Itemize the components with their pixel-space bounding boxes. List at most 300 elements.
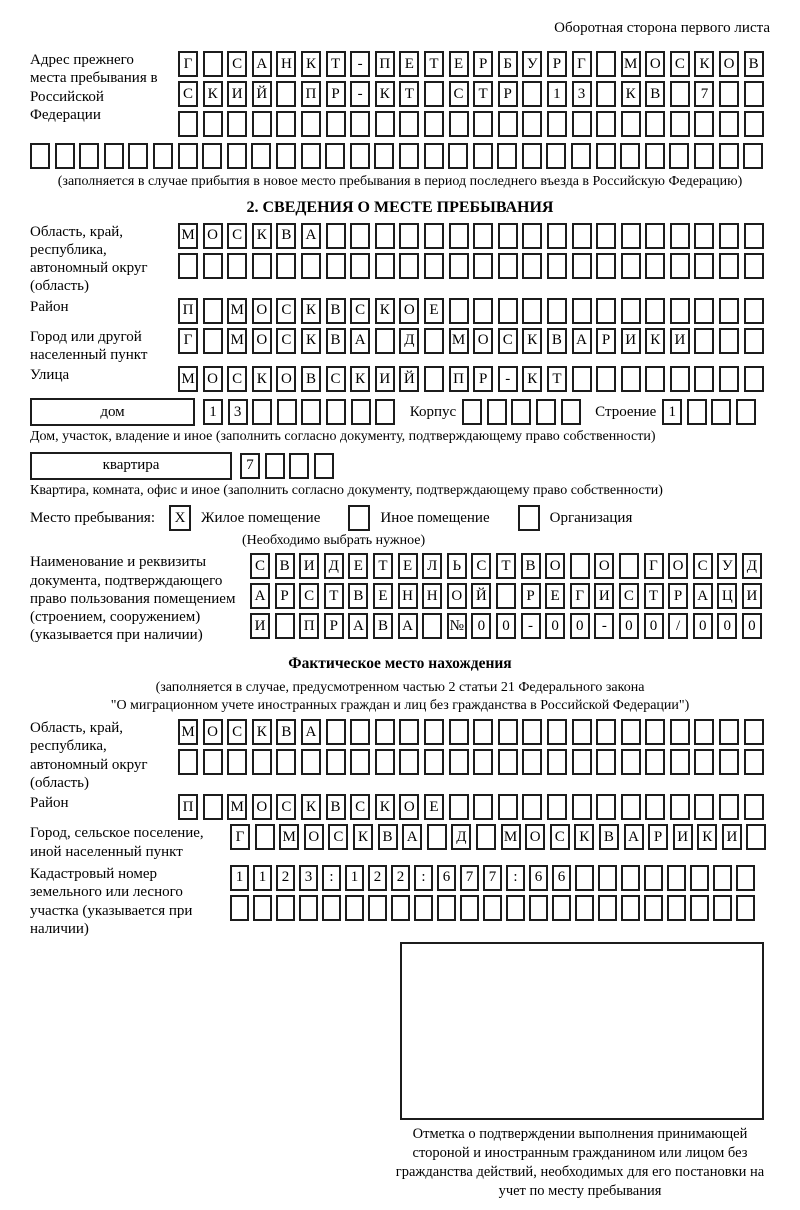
char-cell[interactable] <box>621 111 641 137</box>
char-cell[interactable]: С <box>670 51 690 77</box>
char-cell[interactable] <box>547 749 567 775</box>
char-cell[interactable] <box>596 143 616 169</box>
char-cell[interactable] <box>621 719 641 745</box>
char-cell[interactable]: А <box>301 223 321 249</box>
char-cell[interactable]: П <box>301 81 321 107</box>
char-cell[interactable]: Г <box>644 553 664 579</box>
char-cell[interactable] <box>473 749 493 775</box>
char-cell[interactable] <box>252 749 272 775</box>
char-cell[interactable]: / <box>668 613 688 639</box>
char-cell[interactable]: М <box>178 719 198 745</box>
char-cell[interactable] <box>645 749 665 775</box>
char-cell[interactable]: С <box>350 298 370 324</box>
char-cell[interactable] <box>276 253 296 279</box>
char-cell[interactable] <box>498 223 518 249</box>
char-cell[interactable] <box>598 865 617 891</box>
char-cell[interactable]: 3 <box>572 81 592 107</box>
char-cell[interactable] <box>572 719 592 745</box>
char-cell[interactable]: Т <box>644 583 664 609</box>
char-cell[interactable] <box>399 719 419 745</box>
char-cell[interactable]: Е <box>424 794 444 820</box>
char-cell[interactable] <box>375 253 395 279</box>
char-cell[interactable] <box>572 253 592 279</box>
char-cell[interactable]: И <box>621 328 641 354</box>
char-cell[interactable] <box>498 719 518 745</box>
char-cell[interactable] <box>744 366 764 392</box>
char-cell[interactable] <box>289 453 309 479</box>
char-cell[interactable] <box>277 399 297 425</box>
char-cell[interactable]: В <box>547 328 567 354</box>
char-cell[interactable]: А <box>402 824 422 850</box>
char-cell[interactable] <box>621 794 641 820</box>
char-cell[interactable]: М <box>227 298 247 324</box>
char-cell[interactable]: В <box>373 613 393 639</box>
char-cell[interactable]: А <box>398 613 418 639</box>
char-cell[interactable] <box>449 223 469 249</box>
char-cell[interactable]: Г <box>178 51 198 77</box>
char-cell[interactable]: С <box>276 328 296 354</box>
char-cell[interactable]: О <box>252 328 272 354</box>
char-cell[interactable] <box>522 719 542 745</box>
char-cell[interactable] <box>744 794 764 820</box>
char-cell[interactable] <box>375 749 395 775</box>
char-cell[interactable]: П <box>299 613 319 639</box>
char-cell[interactable] <box>522 81 542 107</box>
char-cell[interactable] <box>670 749 690 775</box>
char-cell[interactable] <box>694 253 714 279</box>
char-cell[interactable] <box>711 399 731 425</box>
char-cell[interactable] <box>368 895 387 921</box>
char-cell[interactable]: В <box>301 366 321 392</box>
char-cell[interactable] <box>547 298 567 324</box>
char-cell[interactable] <box>522 749 542 775</box>
char-cell[interactable]: 1 <box>230 865 249 891</box>
char-cell[interactable] <box>596 749 616 775</box>
char-cell[interactable] <box>153 143 173 169</box>
char-cell[interactable] <box>498 794 518 820</box>
char-cell[interactable] <box>694 111 714 137</box>
char-cell[interactable]: В <box>378 824 398 850</box>
char-cell[interactable] <box>596 253 616 279</box>
char-cell[interactable] <box>276 143 296 169</box>
char-cell[interactable]: М <box>449 328 469 354</box>
char-cell[interactable] <box>350 749 370 775</box>
char-cell[interactable] <box>669 143 689 169</box>
char-cell[interactable] <box>667 865 686 891</box>
char-cell[interactable]: 0 <box>545 613 565 639</box>
char-cell[interactable] <box>203 111 223 137</box>
char-cell[interactable] <box>736 895 755 921</box>
char-cell[interactable]: Р <box>473 51 493 77</box>
char-cell[interactable] <box>598 895 617 921</box>
char-cell[interactable] <box>744 223 764 249</box>
char-cell[interactable] <box>375 223 395 249</box>
char-cell[interactable]: О <box>399 794 419 820</box>
char-cell[interactable] <box>203 51 223 77</box>
char-cell[interactable]: К <box>375 794 395 820</box>
char-cell[interactable] <box>55 143 75 169</box>
char-cell[interactable] <box>275 613 295 639</box>
char-cell[interactable]: Е <box>398 553 418 579</box>
char-cell[interactable] <box>522 143 542 169</box>
char-cell[interactable] <box>178 253 198 279</box>
checkbox-inoe[interactable] <box>348 505 370 531</box>
char-cell[interactable] <box>575 895 594 921</box>
char-cell[interactable]: Д <box>399 328 419 354</box>
char-cell[interactable] <box>645 794 665 820</box>
char-cell[interactable] <box>350 719 370 745</box>
char-cell[interactable] <box>645 111 665 137</box>
char-cell[interactable] <box>719 794 739 820</box>
char-cell[interactable]: С <box>227 719 247 745</box>
char-cell[interactable]: К <box>350 366 370 392</box>
char-cell[interactable] <box>572 223 592 249</box>
char-cell[interactable]: К <box>697 824 717 850</box>
char-cell[interactable] <box>424 719 444 745</box>
char-cell[interactable]: С <box>276 794 296 820</box>
char-cell[interactable]: С <box>619 583 639 609</box>
char-cell[interactable]: 2 <box>276 865 295 891</box>
char-cell[interactable]: Т <box>547 366 567 392</box>
char-cell[interactable]: О <box>304 824 324 850</box>
char-cell[interactable] <box>350 253 370 279</box>
char-cell[interactable] <box>473 253 493 279</box>
char-cell[interactable]: О <box>203 366 223 392</box>
char-cell[interactable] <box>424 253 444 279</box>
char-cell[interactable] <box>128 143 148 169</box>
char-cell[interactable] <box>375 328 395 354</box>
char-cell[interactable] <box>414 895 433 921</box>
char-cell[interactable]: К <box>203 81 223 107</box>
char-cell[interactable]: А <box>624 824 644 850</box>
char-cell[interactable]: - <box>498 366 518 392</box>
char-cell[interactable] <box>424 81 444 107</box>
char-cell[interactable]: С <box>498 328 518 354</box>
char-cell[interactable]: О <box>203 223 223 249</box>
char-cell[interactable] <box>326 749 346 775</box>
char-cell[interactable] <box>473 719 493 745</box>
char-cell[interactable]: В <box>744 51 764 77</box>
char-cell[interactable]: 7 <box>694 81 714 107</box>
char-cell[interactable]: 6 <box>437 865 456 891</box>
char-cell[interactable] <box>498 298 518 324</box>
char-cell[interactable]: В <box>348 583 368 609</box>
char-cell[interactable] <box>645 298 665 324</box>
char-cell[interactable] <box>473 111 493 137</box>
char-cell[interactable] <box>498 111 518 137</box>
char-cell[interactable]: И <box>722 824 742 850</box>
char-cell[interactable] <box>424 143 444 169</box>
char-cell[interactable]: П <box>375 51 395 77</box>
char-cell[interactable] <box>487 399 507 425</box>
char-cell[interactable]: О <box>447 583 467 609</box>
char-cell[interactable]: Р <box>668 583 688 609</box>
char-cell[interactable] <box>694 749 714 775</box>
char-cell[interactable]: Г <box>570 583 590 609</box>
house-type-box[interactable]: дом <box>30 398 195 426</box>
char-cell[interactable]: К <box>252 366 272 392</box>
char-cell[interactable]: В <box>276 719 296 745</box>
char-cell[interactable]: Д <box>742 553 762 579</box>
char-cell[interactable]: И <box>742 583 762 609</box>
char-cell[interactable] <box>462 399 482 425</box>
char-cell[interactable] <box>375 399 395 425</box>
char-cell[interactable] <box>202 143 222 169</box>
char-cell[interactable]: А <box>301 719 321 745</box>
char-cell[interactable]: Т <box>424 51 444 77</box>
char-cell[interactable] <box>572 794 592 820</box>
char-cell[interactable] <box>547 253 567 279</box>
char-cell[interactable]: О <box>252 794 272 820</box>
char-cell[interactable]: Р <box>326 81 346 107</box>
char-cell[interactable] <box>621 865 640 891</box>
char-cell[interactable] <box>719 366 739 392</box>
char-cell[interactable] <box>449 253 469 279</box>
char-cell[interactable] <box>276 895 295 921</box>
char-cell[interactable]: 3 <box>228 399 248 425</box>
char-cell[interactable] <box>227 111 247 137</box>
char-cell[interactable]: О <box>525 824 545 850</box>
char-cell[interactable] <box>326 399 346 425</box>
char-cell[interactable] <box>252 399 272 425</box>
char-cell[interactable]: Е <box>424 298 444 324</box>
char-cell[interactable] <box>506 895 525 921</box>
char-cell[interactable]: П <box>178 298 198 324</box>
char-cell[interactable] <box>596 81 616 107</box>
char-cell[interactable] <box>719 143 739 169</box>
char-cell[interactable]: И <box>673 824 693 850</box>
char-cell[interactable] <box>690 865 709 891</box>
char-cell[interactable] <box>719 81 739 107</box>
char-cell[interactable] <box>670 366 690 392</box>
char-cell[interactable] <box>596 794 616 820</box>
char-cell[interactable]: С <box>299 583 319 609</box>
char-cell[interactable] <box>314 453 334 479</box>
char-cell[interactable]: И <box>670 328 690 354</box>
char-cell[interactable] <box>79 143 99 169</box>
char-cell[interactable]: 0 <box>693 613 713 639</box>
char-cell[interactable]: У <box>522 51 542 77</box>
char-cell[interactable]: О <box>545 553 565 579</box>
char-cell[interactable] <box>437 895 456 921</box>
char-cell[interactable] <box>713 865 732 891</box>
char-cell[interactable]: В <box>645 81 665 107</box>
char-cell[interactable] <box>744 298 764 324</box>
char-cell[interactable]: 0 <box>717 613 737 639</box>
char-cell[interactable] <box>422 613 442 639</box>
char-cell[interactable] <box>476 824 496 850</box>
char-cell[interactable]: О <box>594 553 614 579</box>
char-cell[interactable] <box>596 719 616 745</box>
char-cell[interactable]: 7 <box>460 865 479 891</box>
char-cell[interactable] <box>522 298 542 324</box>
char-cell[interactable] <box>276 81 296 107</box>
char-cell[interactable]: И <box>227 81 247 107</box>
char-cell[interactable] <box>203 253 223 279</box>
char-cell[interactable]: М <box>227 328 247 354</box>
char-cell[interactable]: 1 <box>662 399 682 425</box>
char-cell[interactable]: Т <box>496 553 516 579</box>
char-cell[interactable]: О <box>719 51 739 77</box>
char-cell[interactable] <box>276 749 296 775</box>
char-cell[interactable]: 3 <box>299 865 318 891</box>
char-cell[interactable] <box>350 111 370 137</box>
char-cell[interactable] <box>719 328 739 354</box>
char-cell[interactable]: О <box>645 51 665 77</box>
char-cell[interactable] <box>744 111 764 137</box>
char-cell[interactable] <box>522 223 542 249</box>
char-cell[interactable] <box>104 143 124 169</box>
char-cell[interactable]: Е <box>449 51 469 77</box>
char-cell[interactable]: В <box>521 553 541 579</box>
char-cell[interactable] <box>694 794 714 820</box>
char-cell[interactable] <box>736 399 756 425</box>
char-cell[interactable]: А <box>693 583 713 609</box>
char-cell[interactable] <box>351 399 371 425</box>
char-cell[interactable]: О <box>252 298 272 324</box>
char-cell[interactable] <box>326 253 346 279</box>
char-cell[interactable]: 0 <box>570 613 590 639</box>
char-cell[interactable]: В <box>275 553 295 579</box>
char-cell[interactable] <box>670 719 690 745</box>
char-cell[interactable] <box>301 749 321 775</box>
char-cell[interactable]: 0 <box>742 613 762 639</box>
char-cell[interactable] <box>670 81 690 107</box>
char-cell[interactable]: Б <box>498 51 518 77</box>
char-cell[interactable] <box>744 253 764 279</box>
char-cell[interactable] <box>746 824 766 850</box>
char-cell[interactable]: К <box>252 719 272 745</box>
char-cell[interactable]: С <box>350 794 370 820</box>
char-cell[interactable]: : <box>414 865 433 891</box>
char-cell[interactable] <box>449 749 469 775</box>
char-cell[interactable]: Л <box>422 553 442 579</box>
char-cell[interactable] <box>694 366 714 392</box>
char-cell[interactable]: Е <box>545 583 565 609</box>
char-cell[interactable]: 1 <box>547 81 567 107</box>
char-cell[interactable]: 6 <box>552 865 571 891</box>
char-cell[interactable]: Г <box>230 824 250 850</box>
char-cell[interactable] <box>644 865 663 891</box>
char-cell[interactable] <box>621 223 641 249</box>
checkbox-zhiloe[interactable]: X <box>169 505 191 531</box>
char-cell[interactable]: 6 <box>529 865 548 891</box>
char-cell[interactable] <box>529 895 548 921</box>
char-cell[interactable] <box>375 111 395 137</box>
char-cell[interactable]: М <box>178 366 198 392</box>
char-cell[interactable]: Т <box>473 81 493 107</box>
char-cell[interactable]: К <box>522 366 542 392</box>
char-cell[interactable]: С <box>227 223 247 249</box>
apartment-type-box[interactable]: квартира <box>30 452 232 480</box>
char-cell[interactable] <box>596 51 616 77</box>
char-cell[interactable] <box>203 794 223 820</box>
char-cell[interactable] <box>719 223 739 249</box>
char-cell[interactable] <box>547 794 567 820</box>
char-cell[interactable] <box>621 895 640 921</box>
char-cell[interactable] <box>322 895 341 921</box>
char-cell[interactable]: : <box>506 865 525 891</box>
char-cell[interactable]: Р <box>648 824 668 850</box>
char-cell[interactable]: К <box>301 298 321 324</box>
char-cell[interactable]: С <box>178 81 198 107</box>
char-cell[interactable] <box>399 253 419 279</box>
char-cell[interactable]: Т <box>399 81 419 107</box>
char-cell[interactable]: Н <box>398 583 418 609</box>
char-cell[interactable] <box>227 143 247 169</box>
char-cell[interactable] <box>571 143 591 169</box>
char-cell[interactable]: К <box>375 298 395 324</box>
char-cell[interactable] <box>719 719 739 745</box>
char-cell[interactable] <box>522 111 542 137</box>
char-cell[interactable] <box>719 749 739 775</box>
char-cell[interactable] <box>719 253 739 279</box>
char-cell[interactable]: - <box>350 81 370 107</box>
char-cell[interactable]: 0 <box>619 613 639 639</box>
char-cell[interactable] <box>265 453 285 479</box>
char-cell[interactable]: У <box>717 553 737 579</box>
char-cell[interactable] <box>251 143 271 169</box>
char-cell[interactable] <box>424 749 444 775</box>
char-cell[interactable] <box>427 824 447 850</box>
char-cell[interactable]: С <box>276 298 296 324</box>
char-cell[interactable] <box>694 143 714 169</box>
char-cell[interactable] <box>424 366 444 392</box>
char-cell[interactable]: Й <box>399 366 419 392</box>
char-cell[interactable] <box>619 553 639 579</box>
char-cell[interactable]: Й <box>471 583 491 609</box>
char-cell[interactable] <box>744 81 764 107</box>
char-cell[interactable]: В <box>326 794 346 820</box>
char-cell[interactable]: С <box>550 824 570 850</box>
char-cell[interactable] <box>670 223 690 249</box>
char-cell[interactable] <box>719 298 739 324</box>
char-cell[interactable]: А <box>250 583 270 609</box>
char-cell[interactable] <box>178 749 198 775</box>
char-cell[interactable] <box>350 143 370 169</box>
char-cell[interactable] <box>743 143 763 169</box>
char-cell[interactable] <box>399 143 419 169</box>
char-cell[interactable] <box>572 366 592 392</box>
char-cell[interactable]: 0 <box>496 613 516 639</box>
char-cell[interactable]: Г <box>178 328 198 354</box>
char-cell[interactable] <box>473 794 493 820</box>
char-cell[interactable]: Р <box>324 613 344 639</box>
char-cell[interactable] <box>744 719 764 745</box>
char-cell[interactable] <box>644 895 663 921</box>
checkbox-organizatsiya[interactable] <box>518 505 540 531</box>
char-cell[interactable]: В <box>599 824 619 850</box>
char-cell[interactable]: С <box>326 366 346 392</box>
char-cell[interactable] <box>203 749 223 775</box>
char-cell[interactable] <box>645 223 665 249</box>
char-cell[interactable] <box>424 223 444 249</box>
char-cell[interactable] <box>230 895 249 921</box>
char-cell[interactable] <box>621 749 641 775</box>
char-cell[interactable]: Д <box>451 824 471 850</box>
char-cell[interactable]: Р <box>473 366 493 392</box>
char-cell[interactable] <box>596 223 616 249</box>
char-cell[interactable] <box>399 223 419 249</box>
char-cell[interactable] <box>744 328 764 354</box>
char-cell[interactable]: М <box>279 824 299 850</box>
char-cell[interactable] <box>449 794 469 820</box>
char-cell[interactable] <box>547 223 567 249</box>
char-cell[interactable]: Т <box>373 553 393 579</box>
char-cell[interactable] <box>301 143 321 169</box>
char-cell[interactable]: И <box>375 366 395 392</box>
char-cell[interactable] <box>690 895 709 921</box>
